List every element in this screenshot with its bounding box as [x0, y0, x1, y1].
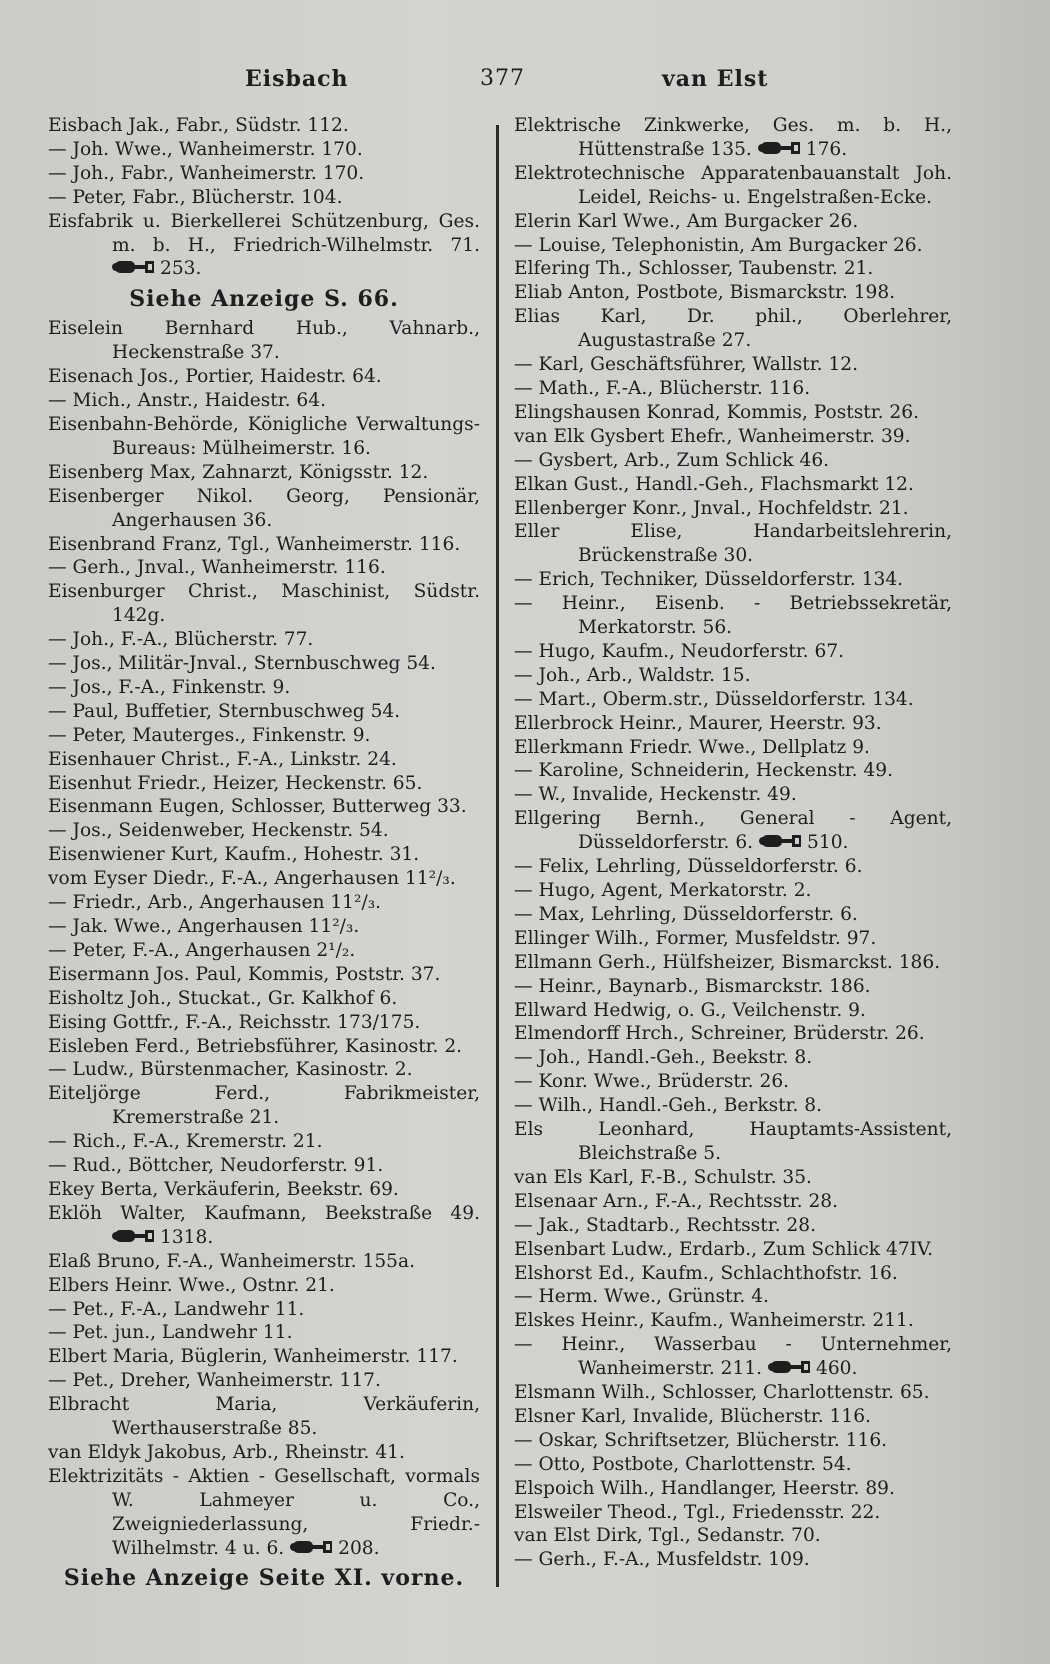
- entry-text: Elkan Gust., Handl.-Geh., Flachsmarkt 12.: [514, 473, 914, 495]
- entry-text: Elskes Heinr., Kaufm., Wanheimerstr. 211.: [514, 1310, 914, 1332]
- directory-entry: [514, 1429, 952, 1453]
- directory-entry: [514, 1262, 952, 1286]
- directory-entry: [514, 305, 952, 353]
- entry-text: Eisleben Ferd., Betriebsführer, Kasinostr. 2.: [48, 1035, 463, 1057]
- telephone-number: 510.: [807, 832, 849, 854]
- entry-text: van Elk Gysbert Ehefr., Wanheimerstr. 39.: [514, 425, 911, 447]
- entry-text: Elbers Heinr. Wwe., Ostnr. 21.: [48, 1274, 335, 1296]
- directory-entry: [514, 807, 952, 855]
- directory-entry: [514, 1046, 952, 1070]
- directory-entry: [48, 772, 480, 796]
- entry-text: Eisenburger Christ., Maschinist, Südstr. 142g.: [48, 581, 480, 627]
- directory-entry: [514, 114, 952, 162]
- directory-entry: [514, 1453, 952, 1477]
- telephone-number: 176.: [805, 138, 848, 160]
- entry-text: — Mich., Anstr., Haidestr. 64.: [48, 390, 327, 412]
- header-right-catchword: van Elst: [662, 66, 769, 92]
- telephone-icon: [758, 139, 802, 157]
- entry-text: — Pet., F.-A., Landwehr 11.: [48, 1298, 305, 1320]
- directory-entry: [514, 1501, 952, 1525]
- column-divider: [496, 125, 499, 1587]
- telephone-icon: [112, 258, 156, 276]
- directory-entry: [514, 927, 952, 951]
- directory-entry: [48, 748, 480, 772]
- entry-text: van Elst Dirk, Tgl., Sedanstr. 70.: [514, 1525, 821, 1547]
- entry-text: Elbert Maria, Büglerin, Wanheimerstr. 117.: [48, 1346, 458, 1368]
- entry-text: — Joh., Fabr., Wanheimerstr. 170.: [48, 162, 365, 184]
- directory-entry: [48, 1011, 480, 1035]
- entry-text: — Hugo, Kaufm., Neudorferstr. 67.: [514, 640, 845, 662]
- entry-text: Elektrotechnische Apparatenbauanstalt Joh. Leidel, Reichs- u. Engelstraßen-Ecke.: [514, 162, 952, 208]
- telephone-icon: [112, 1227, 156, 1245]
- directory-entry: [514, 568, 952, 592]
- directory-entry: [514, 592, 952, 640]
- directory-entry: [514, 783, 952, 807]
- entry-text: Ekey Berta, Verkäuferin, Beekstr. 69.: [48, 1178, 399, 1200]
- directory-entry: [48, 652, 480, 676]
- directory-entry: [514, 497, 952, 521]
- entry-text: Eisenhauer Christ., F.-A., Linkstr. 24.: [48, 748, 397, 770]
- entry-text: Elbracht Maria, Verkäuferin, Werthauserstraße 85.: [48, 1394, 480, 1440]
- entry-text: — Otto, Postbote, Charlottenstr. 54.: [514, 1453, 852, 1475]
- directory-entry: [48, 1298, 480, 1322]
- entry-text: — Konr. Wwe., Brüderstr. 26.: [514, 1071, 790, 1093]
- advertisement-note: Siehe Anzeige S. 66.: [129, 286, 399, 313]
- directory-entry: [48, 389, 480, 413]
- directory-entry: [48, 1178, 480, 1202]
- directory-entry: [48, 114, 480, 138]
- entry-text: Elsmann Wilh., Schlosser, Charlottenstr. 65.: [514, 1382, 930, 1404]
- entry-text: Ellenberger Konr., Jnval., Hochfeldstr. 21.: [514, 497, 909, 519]
- directory-entry: [514, 1285, 952, 1309]
- entry-text: — Joh., Handl.-Geh., Beekstr. 8.: [514, 1047, 813, 1069]
- directory-entry: [48, 819, 480, 843]
- directory-entry: [48, 939, 480, 963]
- telephone-icon: [768, 1358, 812, 1376]
- directory-entry: [514, 1381, 952, 1405]
- entry-text: Eisenwiener Kurt, Kaufm., Hohestr. 31.: [48, 844, 420, 866]
- directory-entry: [514, 425, 952, 449]
- entry-text: Eliab Anton, Postbote, Bismarckstr. 198.: [514, 282, 896, 304]
- entry-text: Eising Gottfr., F.-A., Reichsstr. 173/175.: [48, 1011, 421, 1033]
- directory-entry: [48, 1058, 480, 1082]
- entry-text: Eller Elise, Handarbeitslehrerin, Brückenstraße 30.: [514, 521, 952, 567]
- entry-text: Elspoich Wilh., Handlanger, Heerstr. 89.: [514, 1477, 895, 1499]
- entry-text: Eisenmann Eugen, Schlosser, Butterweg 33.: [48, 796, 467, 818]
- entry-text: — Erich, Techniker, Düsseldorferstr. 134.: [514, 569, 904, 591]
- entry-text: — Joh., Arb., Waldstr. 15.: [514, 664, 751, 686]
- entry-text: Eiselein Bernhard Hub., Vahnarb., Heckenstraße 37.: [48, 318, 480, 364]
- directory-entry: [48, 413, 480, 461]
- directory-entry: [514, 879, 952, 903]
- directory-entry: [48, 1393, 480, 1441]
- entry-text: Ellmann Gerh., Hülfsheizer, Bismarckst. 186.: [514, 951, 941, 973]
- entry-text: — Heinr., Baynarb., Bismarckstr. 186.: [514, 975, 871, 997]
- directory-entry: [48, 915, 480, 939]
- entry-text: — Gysbert, Arb., Zum Schlick 46.: [514, 449, 830, 471]
- entry-text: — Oskar, Schriftsetzer, Blücherstr. 116.: [514, 1429, 888, 1451]
- entry-text: — Gerh., Jnval., Wanheimerstr. 116.: [48, 557, 386, 579]
- entry-text: Elaß Bruno, F.-A., Wanheimerstr. 155a.: [48, 1250, 415, 1272]
- directory-entry: [48, 580, 480, 628]
- directory-entry: [514, 903, 952, 927]
- directory-entry: [48, 162, 480, 186]
- entry-text: Eiteljörge Ferd., Fabrikmeister, Kremerstraße 21.: [48, 1083, 480, 1129]
- directory-entry: [48, 317, 480, 365]
- directory-entry: [48, 891, 480, 915]
- directory-entry: [514, 975, 952, 999]
- entry-text: — W., Invalide, Heckenstr. 49.: [514, 784, 797, 806]
- entry-text: — Karoline, Schneiderin, Heckenstr. 49.: [514, 760, 893, 782]
- directory-entry: [514, 951, 952, 975]
- entry-text: van Eldyk Jakobus, Arb., Rheinstr. 41.: [48, 1441, 405, 1463]
- directory-entry: [514, 449, 952, 473]
- entry-text: Eisermann Jos. Paul, Kommis, Poststr. 37.: [48, 963, 441, 985]
- directory-entry: [514, 1022, 952, 1046]
- entry-text: Elmendorff Hrch., Schreiner, Brüderstr. 26.: [514, 1023, 925, 1045]
- directory-entry: [48, 1130, 480, 1154]
- entry-text: — Wilh., Handl.-Geh., Berkstr. 8.: [514, 1095, 823, 1117]
- entry-text: Eisenberg Max, Zahnarzt, Königsstr. 12.: [48, 461, 429, 483]
- entry-text: Ellerkmann Friedr. Wwe., Dellplatz 9.: [514, 736, 870, 758]
- entry-text: Elsenaar Arn., F.-A., Rechtsstr. 28.: [514, 1190, 839, 1212]
- directory-entry: [514, 640, 952, 664]
- entry-text: — Karl, Geschäftsführer, Wallstr. 12.: [514, 354, 859, 376]
- entry-text: Ellerbrock Heinr., Maurer, Heerstr. 93.: [514, 712, 882, 734]
- directory-entry: [48, 1202, 480, 1250]
- entry-text: — Jos., Seidenweber, Heckenstr. 54.: [48, 820, 389, 842]
- directory-entry: [48, 676, 480, 700]
- entry-text: Elsenbart Ludw., Erdarb., Zum Schlick 47IV.: [514, 1238, 934, 1260]
- entry-text: Eisfabrik u. Bierkellerei Schützenburg, Ges. m. b. H., Friedrich-Wilhelmstr. 71.: [48, 210, 480, 256]
- entry-text: — Rich., F.-A., Kremerstr. 21.: [48, 1131, 323, 1153]
- directory-entry: [48, 556, 480, 580]
- directory-entry: [48, 700, 480, 724]
- telephone-number: 253.: [160, 258, 202, 280]
- entry-text: — Jos., Militär-Jnval., Sternbuschweg 54.: [48, 653, 436, 675]
- directory-entry: [514, 1405, 952, 1429]
- directory-entry: [48, 1250, 480, 1274]
- directory-entry: [48, 485, 480, 533]
- entry-text: — Jos., F.-A., Finkenstr. 9.: [48, 676, 291, 698]
- entry-text: Eisenach Jos., Portier, Haidestr. 64.: [48, 366, 382, 388]
- entry-text: Els Leonhard, Hauptamts-Assistent, Bleichstraße 5.: [514, 1119, 952, 1164]
- directory-entry: [48, 1345, 480, 1369]
- entry-text: — Jak. Wwe., Angerhausen 11²/₃.: [48, 916, 360, 937]
- entry-text: — Heinr., Wasserbau - Unternehmer, Wanheimerstr. 211.: [514, 1334, 952, 1380]
- entry-text: Elsweiler Theod., Tgl., Friedensstr. 22.: [514, 1501, 881, 1523]
- entry-text: — Max, Lehrling, Düsseldorferstr. 6.: [514, 903, 858, 925]
- entry-text: Elfering Th., Schlosser, Taubenstr. 21.: [514, 258, 874, 280]
- directory-entry: [514, 759, 952, 783]
- entry-text: Elsner Karl, Invalide, Blücherstr. 116.: [514, 1405, 871, 1427]
- directory-entry: [48, 628, 480, 652]
- directory-entry: [514, 1118, 952, 1166]
- entry-text: Ellgering Bernh., General - Agent, Düsseldorferstr. 6.: [514, 808, 952, 854]
- telephone-icon: [759, 832, 803, 850]
- entry-text: — Pet., Dreher, Wanheimerstr. 117.: [48, 1370, 381, 1392]
- directory-entry: [48, 987, 480, 1011]
- directory-entry: [48, 1465, 480, 1561]
- header-left-catchword: Eisbach: [245, 66, 349, 92]
- entry-text: Eisholtz Joh., Stuckat., Gr. Kalkhof 6.: [48, 987, 398, 1009]
- directory-entry: [514, 210, 952, 234]
- entry-text: Elshorst Ed., Kaufm., Schlachthofstr. 16.: [514, 1262, 898, 1284]
- directory-entry: [48, 843, 480, 867]
- directory-entry: [514, 281, 952, 305]
- directory-entry: [48, 724, 480, 748]
- entry-text: Elektrizitäts - Aktien - Gesellschaft, vormals W. Lahmeyer u. Co., Zweigniederlassung, Friedr.-Wilhelmstr. 4 u. 6.: [48, 1465, 480, 1559]
- entry-text: — Heinr., Eisenb. - Betriebssekretär, Merkatorstr. 56.: [514, 593, 952, 639]
- entry-text: van Els Karl, F.-B., Schulstr. 35.: [514, 1166, 812, 1188]
- directory-entry: [514, 1309, 952, 1333]
- entry-text: Eisbach Jak., Fabr., Südstr. 112.: [48, 115, 349, 136]
- entry-text: Eisenhut Friedr., Heizer, Heckenstr. 65.: [48, 772, 423, 794]
- directory-entry: [48, 186, 480, 210]
- entry-text: Ellward Hedwig, o. G., Veilchenstr. 9.: [514, 999, 866, 1021]
- directory-entry: [514, 855, 952, 879]
- directory-entry: [48, 210, 480, 282]
- entry-text: — Peter, Fabr., Blücherstr. 104.: [48, 186, 343, 208]
- directory-entry: [48, 1369, 480, 1393]
- entry-text: Eklöh Walter, Kaufmann, Beekstraße 49.: [48, 1202, 480, 1224]
- entry-text: — Mart., Oberm.str., Düsseldorferstr. 134.: [514, 688, 914, 710]
- directory-entry: [48, 1441, 480, 1465]
- telephone-icon: [290, 1538, 334, 1556]
- directory-entry: [514, 234, 952, 258]
- directory-entry: [514, 664, 952, 688]
- directory-entry: [48, 1154, 480, 1178]
- entry-text: — Pet. jun., Landwehr 11.: [48, 1322, 293, 1344]
- entry-text: — Ludw., Bürstenmacher, Kasinostr. 2.: [48, 1059, 413, 1081]
- entry-text: Elektrische Zinkwerke, Ges. m. b. H., Hüttenstraße 135.: [514, 115, 952, 160]
- entry-text: Eisenberger Nikol. Georg, Pensionär, Angerhausen 36.: [48, 485, 480, 531]
- entry-text: — Joh., F.-A., Blücherstr. 77.: [48, 629, 314, 651]
- entry-text: — Felix, Lehrling, Düsseldorferstr. 6.: [514, 856, 863, 878]
- directory-entry: [48, 867, 480, 891]
- entry-text: — Paul, Buffetier, Sternbuschweg 54.: [48, 700, 401, 722]
- directory-entry: [514, 999, 952, 1023]
- entry-text: — Friedr., Arb., Angerhausen 11²/₃.: [48, 892, 382, 914]
- directory-entry: [514, 162, 952, 210]
- entry-text: — Hugo, Agent, Merkatorstr. 2.: [514, 880, 812, 901]
- page-number: 377: [480, 66, 525, 91]
- entry-text: — Jak., Stadtarb., Rechtsstr. 28.: [514, 1214, 816, 1236]
- entry-text: — Peter, F.-A., Angerhausen 2¹/₂.: [48, 939, 356, 961]
- telephone-number: 208.: [338, 1537, 380, 1559]
- directory-entry: [514, 1524, 952, 1548]
- directory-entry: [48, 1082, 480, 1130]
- directory-entry: [514, 1548, 952, 1572]
- directory-entry: [514, 1094, 952, 1118]
- directory-entry: [514, 353, 952, 377]
- entry-text: — Joh. Wwe., Wanheimerstr. 170.: [48, 138, 363, 160]
- entry-text: Elias Karl, Dr. phil., Oberlehrer, Augustastraße 27.: [514, 306, 952, 352]
- entry-text: — Peter, Mauterges., Finkenstr. 9.: [48, 724, 371, 746]
- directory-entry: [48, 365, 480, 389]
- directory-entry: [514, 377, 952, 401]
- left-column: [48, 114, 480, 1596]
- entry-text: — Louise, Telephonistin, Am Burgacker 26.: [514, 234, 923, 256]
- entry-text: vom Eyser Diedr., F.-A., Angerhausen 11²/₃.: [48, 868, 456, 890]
- entry-text: — Rud., Böttcher, Neudorferstr. 91.: [48, 1155, 384, 1177]
- directory-entry: [514, 712, 952, 736]
- directory-entry: [514, 1070, 952, 1094]
- right-column: [514, 114, 952, 1572]
- entry-text: Elerin Karl Wwe., Am Burgacker 26.: [514, 210, 859, 232]
- directory-entry: [48, 1274, 480, 1298]
- entry-text: — Herm. Wwe., Grünstr. 4.: [514, 1286, 769, 1308]
- entry-text: Eisenbrand Franz, Tgl., Wanheimerstr. 116.: [48, 533, 461, 555]
- directory-entry: [514, 1214, 952, 1238]
- directory-entry: [48, 1321, 480, 1345]
- directory-entry: [48, 1035, 480, 1059]
- entry-text: — Gerh., F.-A., Musfeldstr. 109.: [514, 1549, 810, 1571]
- directory-entry: [514, 401, 952, 425]
- directory-entry: [514, 1190, 952, 1214]
- directory-entry: [514, 1477, 952, 1501]
- entry-text: Ellinger Wilh., Former, Musfeldstr. 97.: [514, 927, 877, 949]
- directory-entry: [48, 461, 480, 485]
- directory-entry: [48, 963, 480, 987]
- entry-text: Elingshausen Konrad, Kommis, Poststr. 26.: [514, 401, 919, 423]
- directory-entry: [514, 1333, 952, 1381]
- directory-entry: [48, 795, 480, 819]
- telephone-number: 1318.: [160, 1226, 214, 1248]
- directory-entry: [514, 688, 952, 712]
- directory-entry: [514, 257, 952, 281]
- directory-entry: [514, 736, 952, 760]
- entry-text: Eisenbahn-Behörde, Königliche Verwaltungs-Bureaus: Mülheimerstr. 16.: [48, 413, 480, 459]
- directory-entry: [48, 533, 480, 557]
- directory-entry: [48, 138, 480, 162]
- telephone-number: 460.: [816, 1358, 858, 1380]
- directory-entry: [514, 473, 952, 497]
- directory-entry: [514, 520, 952, 568]
- directory-entry: [514, 1238, 952, 1262]
- entry-text: — Math., F.-A., Blücherstr. 116.: [514, 377, 811, 399]
- directory-entry: [514, 1166, 952, 1190]
- running-header: [60, 66, 1020, 102]
- advertisement-note: Siehe Anzeige Seite XI. vorne.: [63, 1565, 465, 1592]
